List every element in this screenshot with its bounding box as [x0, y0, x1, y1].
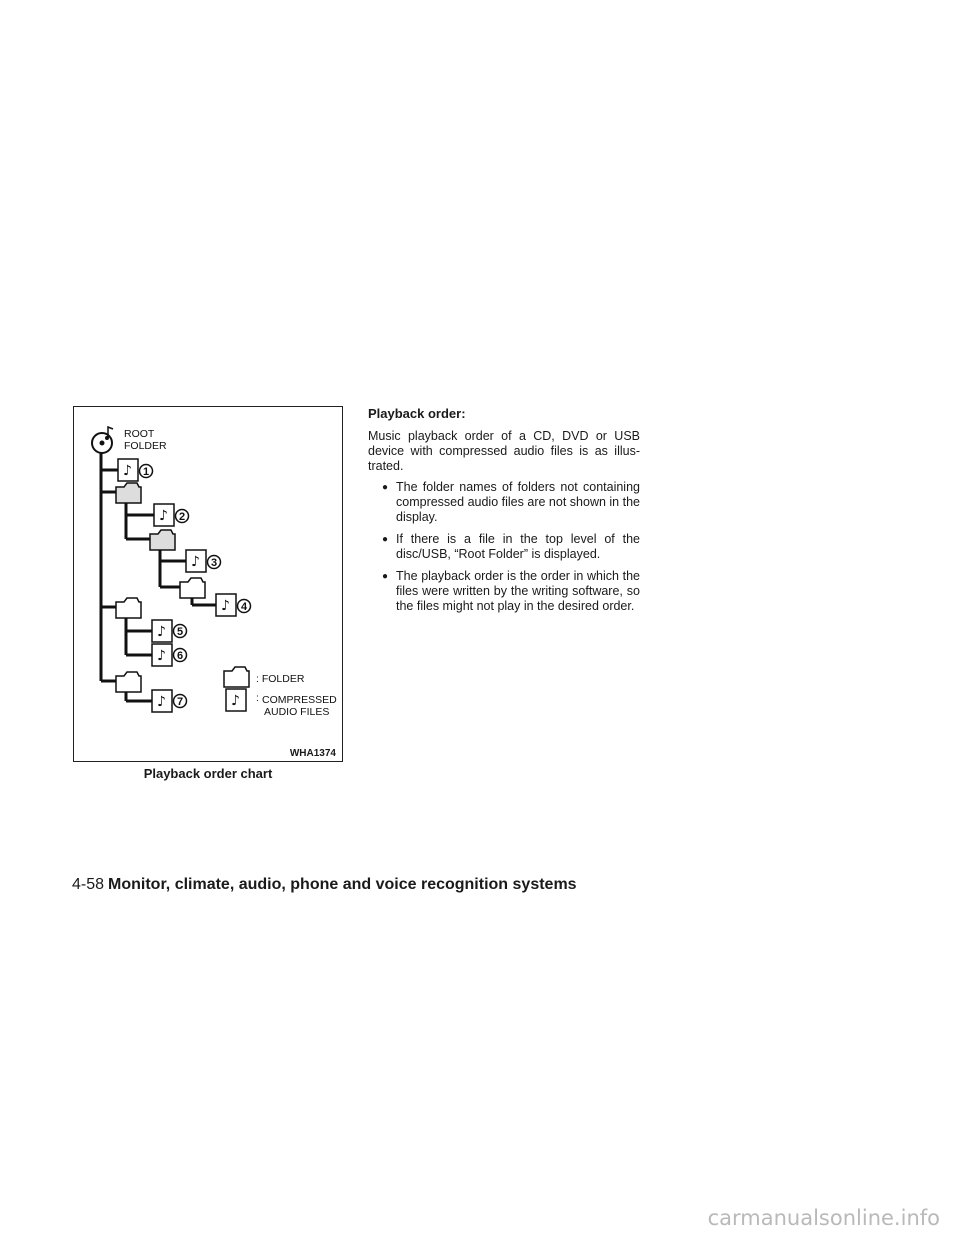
- legend-audio-label-2: AUDIO FILES: [264, 706, 330, 718]
- file-number: 1: [143, 466, 150, 478]
- figure-caption: Playback order chart: [143, 766, 273, 781]
- svg-text:♪: ♪: [123, 463, 132, 479]
- folder-icon: [116, 598, 141, 618]
- folder-icon: [150, 530, 175, 550]
- legend-audio-label-1: COMPRESSED: [262, 694, 337, 706]
- bullet-list: [368, 480, 640, 614]
- svg-text:♪: ♪: [159, 508, 168, 524]
- intro-paragraph: Music playback order of a CD, DVD or USB device with compressed audio files is as illus-trated.: [368, 429, 640, 473]
- chapter-title: Monitor, climate, audio, phone and voice recognition systems: [108, 876, 577, 893]
- folder-icon: [116, 672, 141, 692]
- text-column: [368, 406, 640, 621]
- root-disc-icon: [92, 427, 113, 453]
- svg-text:♪: ♪: [157, 694, 166, 710]
- playback-order-figure: [73, 406, 343, 762]
- list-item: [368, 532, 640, 562]
- folder-tree-diagram: [74, 407, 344, 763]
- figure-id: WHA1374: [289, 748, 336, 759]
- file-number: 5: [177, 626, 184, 638]
- page-footer: [72, 876, 577, 894]
- file-number: 6: [177, 650, 184, 662]
- list-item: [368, 480, 640, 525]
- bullet-icon: ●: [382, 482, 389, 493]
- root-label-2: FOLDER: [124, 440, 167, 452]
- file-number: 2: [179, 511, 186, 523]
- legend-audio-icon: [226, 689, 246, 711]
- legend-folder-icon: [224, 667, 249, 687]
- file-number: 3: [211, 557, 218, 569]
- svg-text:♪: ♪: [221, 598, 230, 614]
- bullet-text: The playback order is the order in which the files were written by the writing software, so the files might not play in the desired order.: [396, 569, 640, 613]
- bullet-icon: ●: [382, 571, 389, 582]
- section-heading: Playback order:: [368, 406, 466, 421]
- page-number: 4-58: [72, 876, 105, 893]
- file-number: 7: [177, 696, 184, 708]
- svg-text:♪: ♪: [157, 648, 166, 664]
- svg-text:♪: ♪: [157, 624, 166, 640]
- list-item: [368, 569, 640, 614]
- svg-text:♪: ♪: [231, 693, 240, 709]
- watermark-link[interactable]: carmanualsonline.info: [707, 1206, 940, 1230]
- folder-icon: [180, 578, 205, 598]
- file-number: 4: [241, 601, 248, 613]
- root-label-1: ROOT: [124, 428, 155, 440]
- svg-text:♪: ♪: [191, 554, 200, 570]
- bullet-text: The folder names of folders not containing compressed audio files are not shown in the display.: [396, 480, 640, 524]
- bullet-icon: ●: [382, 534, 389, 545]
- folder-icon: [116, 483, 141, 503]
- legend-folder-label: : FOLDER: [256, 673, 305, 685]
- bullet-text: If there is a file in the top level of the disc/USB, “Root Folder” is displayed.: [396, 532, 640, 561]
- legend-audio-colon: :: [256, 692, 259, 704]
